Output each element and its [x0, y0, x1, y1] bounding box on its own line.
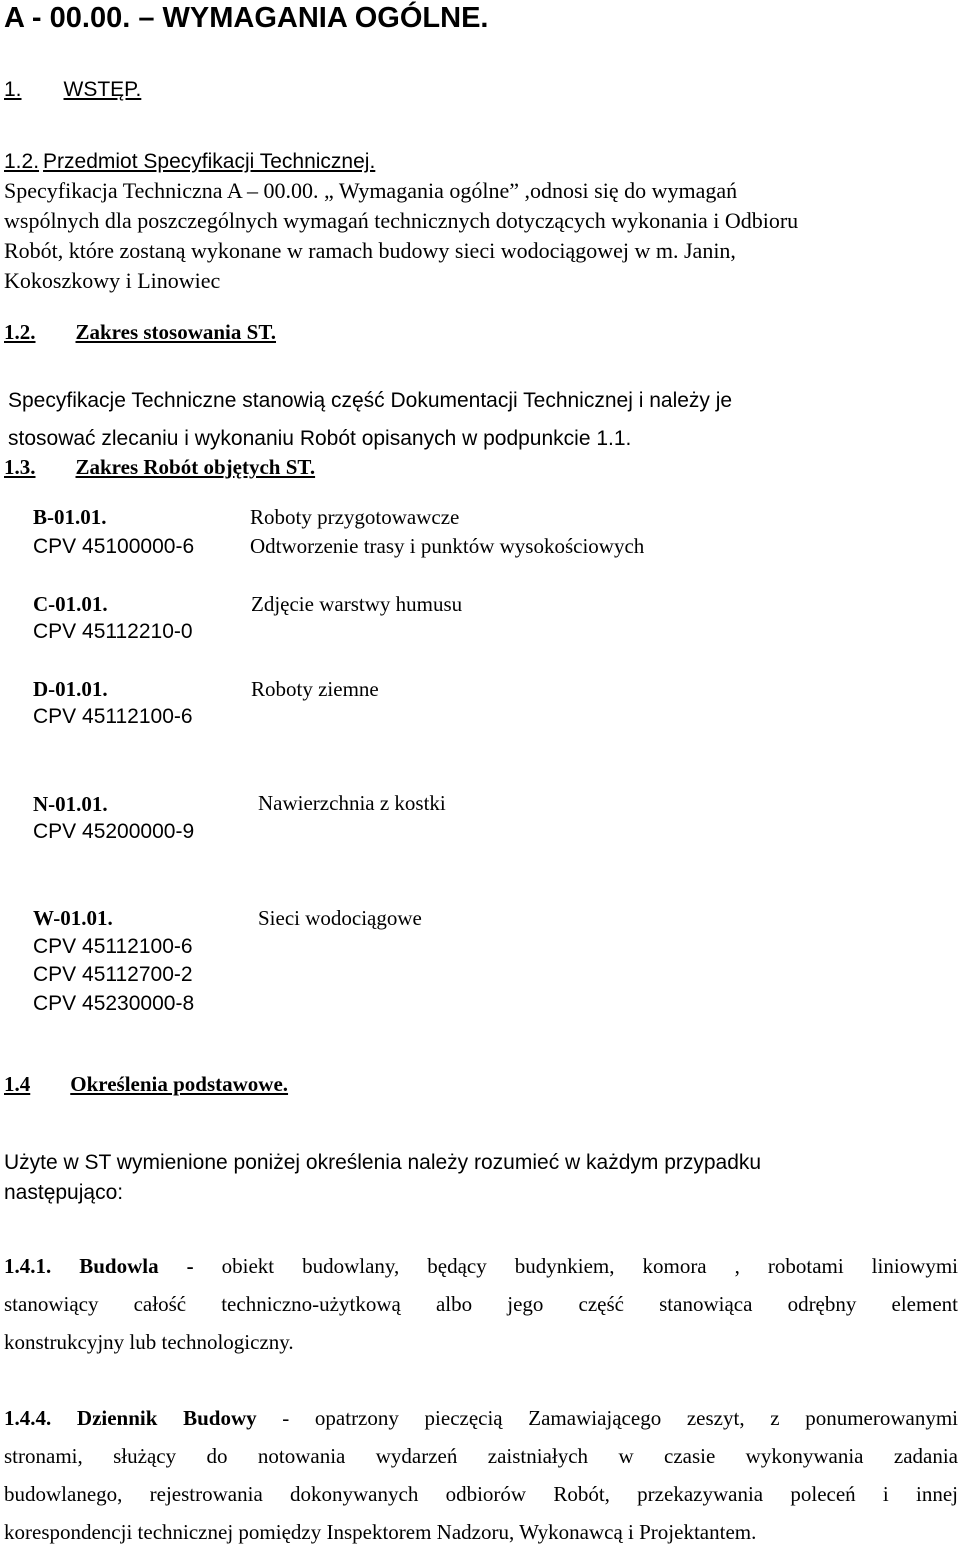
section-1-2-label: Przedmiot Specyfikacji Technicznej.	[43, 150, 376, 173]
paragraph-line: wspólnych dla poszczególnych wymagań technicznych dotyczących wykonania i Odbioru	[4, 208, 799, 233]
definition-term: Budowla -	[79, 1254, 194, 1278]
definition-line: stanowiący całość techniczno-użytkową albo jego część stanowiąca odrębny element	[4, 1292, 958, 1316]
work-description: Zdjęcie warstwy humusu	[251, 592, 463, 616]
work-code: B-01.01.	[33, 505, 107, 529]
section-scope-heading	[4, 320, 276, 345]
definition-line-first	[4, 1247, 958, 1285]
definition-line: stronami, służący do notowania wydarzeń zaistniałych w czasie wykonywania zadania	[4, 1444, 958, 1468]
work-description: Sieci wodociągowe	[258, 906, 422, 930]
definition-number: 1.4.4.	[4, 1406, 52, 1430]
work-code: D-01.01.	[33, 677, 108, 701]
definition-line: budowlanego, rejestrowania dokonywanych odbiorów Robót, przekazywania poleceń i innej	[4, 1482, 958, 1506]
work-cpv: CPV 45112210-0	[33, 620, 193, 643]
definition-budowla	[4, 1247, 958, 1361]
paragraph-line: Użyte w ST wymienione poniżej określenia należy rozumieć w każdym przypadku	[4, 1151, 762, 1174]
work-code: C-01.01.	[33, 592, 108, 616]
definition-text: - opatrzony pieczęcią Zamawiającego zeszyt, z ponumerowanymi	[282, 1406, 959, 1430]
work-cpv: CPV 45100000-6	[33, 535, 195, 558]
section-1-3-label: Zakres Robót objętych ST.	[75, 455, 316, 479]
definition-line-first	[4, 1399, 958, 1437]
work-description: Nawierzchnia z kostki	[258, 791, 446, 815]
work-cpv: CPV 45112700-2	[33, 963, 193, 986]
definition-number: 1.4.1.	[4, 1254, 52, 1278]
section-1-4-intro	[4, 1148, 761, 1208]
section-1-2-number: 1.2.	[4, 150, 40, 173]
section-1-2-paragraph	[4, 176, 798, 296]
work-description: Roboty ziemne	[251, 677, 379, 701]
work-cpv: CPV 45230000-8	[33, 992, 195, 1015]
definition-line: konstrukcyjny lub technologiczny.	[4, 1330, 294, 1354]
section-1-number: 1.	[4, 78, 22, 101]
work-description: Odtworzenie trasy i punktów wysokościowych	[250, 534, 645, 558]
paragraph-line: stosować zlecaniu i wykonaniu Robót opisanych w podpunkcie 1.1.	[8, 427, 632, 450]
section-1-4-number: 1.4	[4, 1072, 31, 1096]
paragraph-line: Robót, które zostaną wykonane w ramach budowy sieci wodociągowej w m. Janin,	[4, 238, 736, 263]
work-cpv: CPV 45200000-9	[33, 820, 195, 843]
section-1-label: WSTĘP.	[63, 78, 142, 101]
section-scope-label: Zakres stosowania ST.	[75, 320, 277, 344]
work-cpv: CPV 45112100-6	[33, 935, 193, 958]
section-1-2-heading	[4, 150, 375, 174]
section-1-3-number: 1.3.	[4, 455, 36, 479]
paragraph-line: Specyfikacje Techniczne stanowią część Dokumentacji Technicznej i należy je	[8, 389, 733, 412]
section-scope-number: 1.2.	[4, 320, 36, 344]
section-1-heading	[4, 78, 141, 102]
definition-term: Dziennik Budowy	[76, 1406, 257, 1430]
section-scope-paragraph	[8, 382, 732, 458]
definition-line: korespondencji technicznej pomiędzy Inspektorem Nadzoru, Wykonawcą i Projektantem.	[4, 1520, 757, 1544]
document-title: A - 00.00. – WYMAGANIA OGÓLNE.	[4, 2, 489, 34]
work-description: Roboty przygotowawcze	[250, 505, 460, 529]
paragraph-line: Kokoszkowy i Linowiec	[4, 268, 221, 293]
section-1-4-label: Określenia podstawowe.	[70, 1072, 289, 1096]
work-code: N-01.01.	[33, 792, 108, 816]
work-code: W-01.01.	[33, 906, 113, 930]
paragraph-line: Specyfikacja Techniczna A – 00.00. „ Wymagania ogólne” ,odnosi się do wymagań	[4, 178, 738, 203]
definition-text: obiekt budowlany, będący budynkiem, komora , robotami liniowymi	[221, 1254, 959, 1278]
section-1-4-heading	[4, 1072, 288, 1097]
section-1-3-heading	[4, 455, 315, 480]
work-cpv: CPV 45112100-6	[33, 705, 193, 728]
paragraph-line: następująco:	[4, 1181, 124, 1204]
definition-dziennik-budowy	[4, 1399, 958, 1551]
